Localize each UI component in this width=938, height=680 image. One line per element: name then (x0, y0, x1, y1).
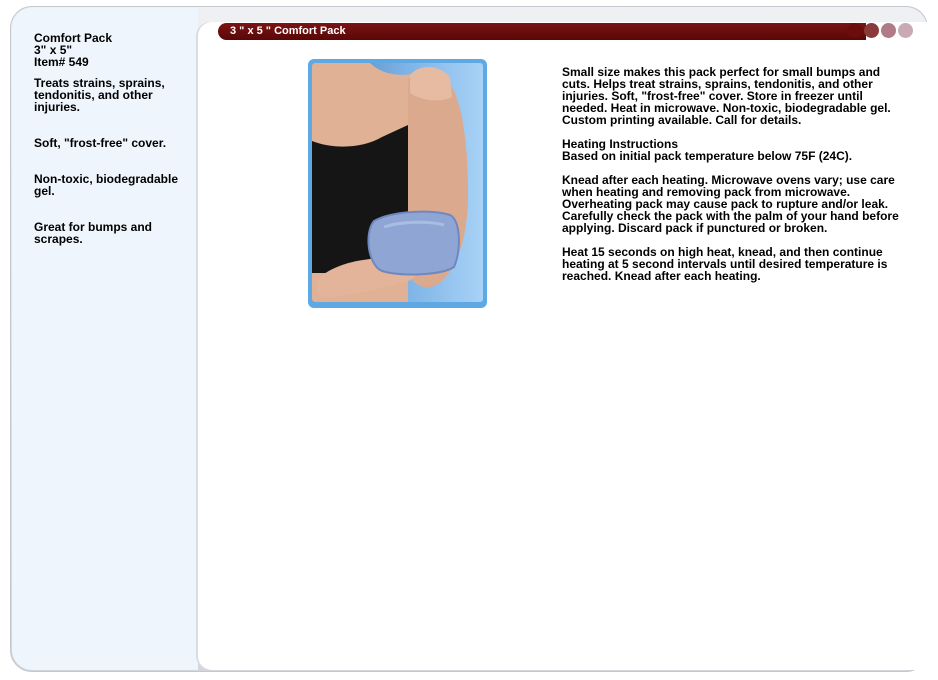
description-paragraph: Small size makes this pack perfect for small bumps and cuts. Helps treat strains, sprains, tendonitis, and other injuries. Soft, "frost-free" cover. Store in freezer until needed. Heat in microwave. Non-toxic, biodegradable gel. Custom printing available. Call for details. (562, 65, 891, 127)
product-photo-image (312, 63, 483, 302)
sidebar-product-info (34, 32, 194, 245)
heating-section (562, 138, 902, 162)
feature-item: Non-toxic, biodegradable gel. (34, 172, 179, 198)
heating-steps: Heat 15 seconds on high heat, knead, and then continue heating at 5 second intervals until desired temperature is reached. Knead after each heating. (562, 245, 888, 283)
product-description (562, 66, 902, 294)
decorative-dot-icon (847, 23, 862, 38)
item-number: Item# 549 (34, 55, 89, 69)
title-bar (218, 23, 866, 40)
heating-heading: Heating Instructions (562, 137, 679, 151)
feature-item: Soft, "frost-free" cover. (34, 136, 167, 150)
product-name: Comfort Pack (34, 31, 113, 45)
page-title: 3 " x 5 " Comfort Pack (230, 25, 346, 37)
feature-item: Great for bumps and scrapes. (34, 220, 153, 246)
heating-caution: Knead after each heating. Microwave ovens vary; use care when heating and removing pack from microwave. Overheating pack may cause pack to rupture and/or leak. Carefully check the pack with the palm of your hand before applying. Discard pack if punctured or broken. (562, 173, 899, 235)
feature-item: Treats strains, sprains, tendonitis, and other injuries. (34, 76, 165, 114)
elbow-with-pack-illustration (312, 63, 483, 302)
product-photo (308, 59, 487, 308)
heating-basis: Based on initial pack temperature below 75F (24C). (562, 149, 853, 163)
decorative-dot-icon (881, 23, 896, 38)
decorative-dot-icon (898, 23, 913, 38)
decorative-dot-icon (864, 23, 879, 38)
product-size: 3" x 5" (34, 43, 73, 57)
